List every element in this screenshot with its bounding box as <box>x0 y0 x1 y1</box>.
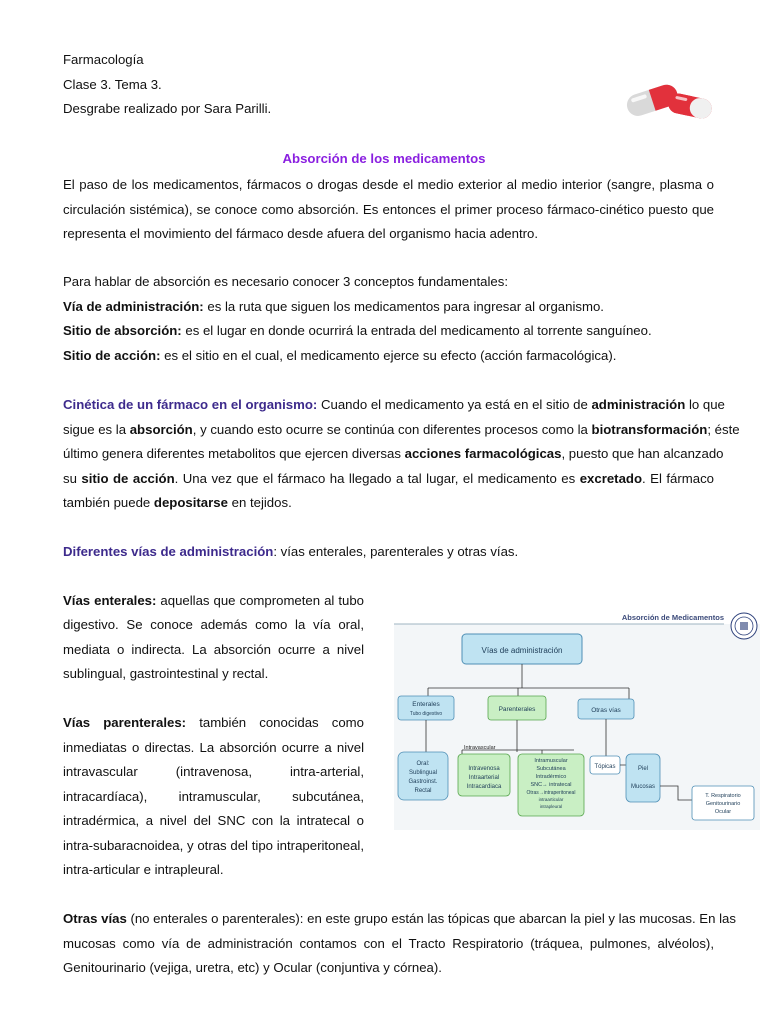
svg-text:Sublingual: Sublingual <box>408 770 438 776</box>
svg-text:Intravenosa: Intravenosa <box>468 766 500 772</box>
author-line: Desgrabe realizado por Sara Parilli. <box>63 101 272 116</box>
diagram-topicas: Tópicas <box>594 764 616 770</box>
kinetics-line-5: también puede depositarse en tejidos. <box>63 495 292 510</box>
intro-line-1: El paso de los medicamentos, fármacos o drogas desde el medio exterior al medio interior (sangre, plasma o <box>63 177 714 192</box>
svg-text:Oral:: Oral: <box>416 761 430 767</box>
intro-line-3: representa el movimiento del fármaco desde afuera del organismo hacia adentro. <box>63 226 539 241</box>
other-line-2: mucosas como vía de administración contamos con el Tracto Respiratorio (tráquea, pulmones, alvéolos), <box>63 936 714 951</box>
kinetics-line-1: Cinética de un fármaco en el organismo: Cuando el medicamento ya está en el sitio de administración lo que <box>63 397 725 412</box>
svg-text:Otras→intraperitoneal: Otras→intraperitoneal <box>526 790 576 796</box>
diagram-otras-vias: Otras vías <box>591 707 621 714</box>
routes-heading: Diferentes vías de administración: vías enterales, parenterales y otras vías. <box>63 544 519 559</box>
svg-text:Intracardiaca: Intracardiaca <box>466 784 502 790</box>
diagram-parenterales: Parenterales <box>498 706 536 713</box>
svg-text:Ocular: Ocular <box>714 809 732 815</box>
svg-text:Rectal: Rectal <box>414 788 432 794</box>
kinetics-line-4: su sitio de acción. Una vez que el fármaco ha llegado a tal lugar, el medicamento es excretado. El fármaco <box>63 471 714 486</box>
parenteral-line-2: inmediatas o directas. La absorción ocurre a nivel <box>63 740 364 755</box>
concept-sitio-absorcion: Sitio de absorción: es el lugar en donde ocurrirá la entrada del medicamento al torrente sanguíneo. <box>63 323 652 338</box>
diagram-enterales-sub: Tubo digestivo <box>409 711 443 717</box>
diagram-root: Vías de administración <box>481 646 563 655</box>
diagram-piel: Piel <box>637 766 649 772</box>
enteral-line-4: sublingual, gastrointestinal y rectal. <box>63 666 269 681</box>
other-line-3: Genitourinario (vejiga, uretra, etc) y Ocular (conjuntiva y córnea). <box>63 960 442 975</box>
enteral-line-1: Vías enterales: aquellas que comprometen al tubo <box>63 593 364 608</box>
concept-via-administracion: Vía de administración: es la ruta que siguen los medicamentos para ingresar al organismo. <box>63 299 604 314</box>
intro-line-2: circulación sistémica), se conoce como absorción. Es entonces el primer proceso fármaco-cinético puesto que <box>63 202 714 217</box>
university-seal-icon <box>731 613 757 639</box>
svg-text:Genitourinario: Genitourinario <box>705 801 741 807</box>
other-line-1: Otras vías (no enterales o parenterales): en este grupo están las tópicas que abarcan la piel y las mucosas. En las <box>63 911 736 926</box>
concept-sitio-accion: Sitio de acción: es el sitio en el cual, el medicamento ejerce su efecto (acción farmacológica). <box>63 348 617 363</box>
class-topic: Clase 3. Tema 3. <box>63 77 162 92</box>
svg-text:Intramuscular: Intramuscular <box>534 758 568 764</box>
parenteral-line-3: intravascular (intravenosa, intra-arterial, <box>63 764 364 779</box>
diagram-enterales: Enterales <box>412 701 440 708</box>
parenteral-line-7: intra-articular e intrapleural. <box>63 862 224 877</box>
routes-diagram <box>394 604 760 830</box>
kinetics-line-2: sigue es la absorción, y cuando esto ocurre se continúa con diferentes procesos como la biotransformación; éste <box>63 422 740 437</box>
kinetics-line-3: último genera diferentes metabolitos que ejercen diversas acciones farmacológicas, puesto que han alcanzado <box>63 446 724 461</box>
parenteral-line-4: intracardíaca), intramuscular, subcutánea, <box>63 789 364 804</box>
concepts-lead: Para hablar de absorción es necesario conocer 3 conceptos fundamentales: <box>63 274 508 289</box>
parenteral-line-5: intradérmica, a nivel del SNC con la intratecal o <box>63 813 364 828</box>
svg-text:SNC→ intratecal: SNC→ intratecal <box>530 782 572 788</box>
svg-text:Intradérmico: Intradérmico <box>535 774 567 780</box>
parenteral-line-6: intra-subaracnoidea, y otras del tipo intraperitoneal, <box>63 838 364 853</box>
diagram-mucosas: Mucosas <box>630 784 656 790</box>
course-name: Farmacología <box>63 52 144 67</box>
pill-icon <box>620 76 716 122</box>
diagram-intravascular: Intravascular <box>464 745 496 751</box>
enteral-line-2: digestivo. Se conoce además como la vía oral, <box>63 617 364 632</box>
svg-text:intrapleural: intrapleural <box>539 804 563 809</box>
svg-text:Subcutánea: Subcutánea <box>536 766 566 772</box>
svg-text:Intraarterial: Intraarterial <box>468 775 500 781</box>
page-title: Absorción de los medicamentos <box>282 151 486 166</box>
parenteral-line-1: Vías parenterales: también conocidas como <box>63 715 364 730</box>
diagram-banner: Absorción de Medicamentos <box>621 613 724 622</box>
svg-text:T. Respiratorio: T. Respiratorio <box>705 793 741 799</box>
enteral-line-3: mediata o indirecta. La absorción ocurre a nivel <box>63 642 364 657</box>
svg-text:Gastroinst.: Gastroinst. <box>408 779 438 785</box>
svg-text:intraarticular: intraarticular <box>538 797 564 802</box>
